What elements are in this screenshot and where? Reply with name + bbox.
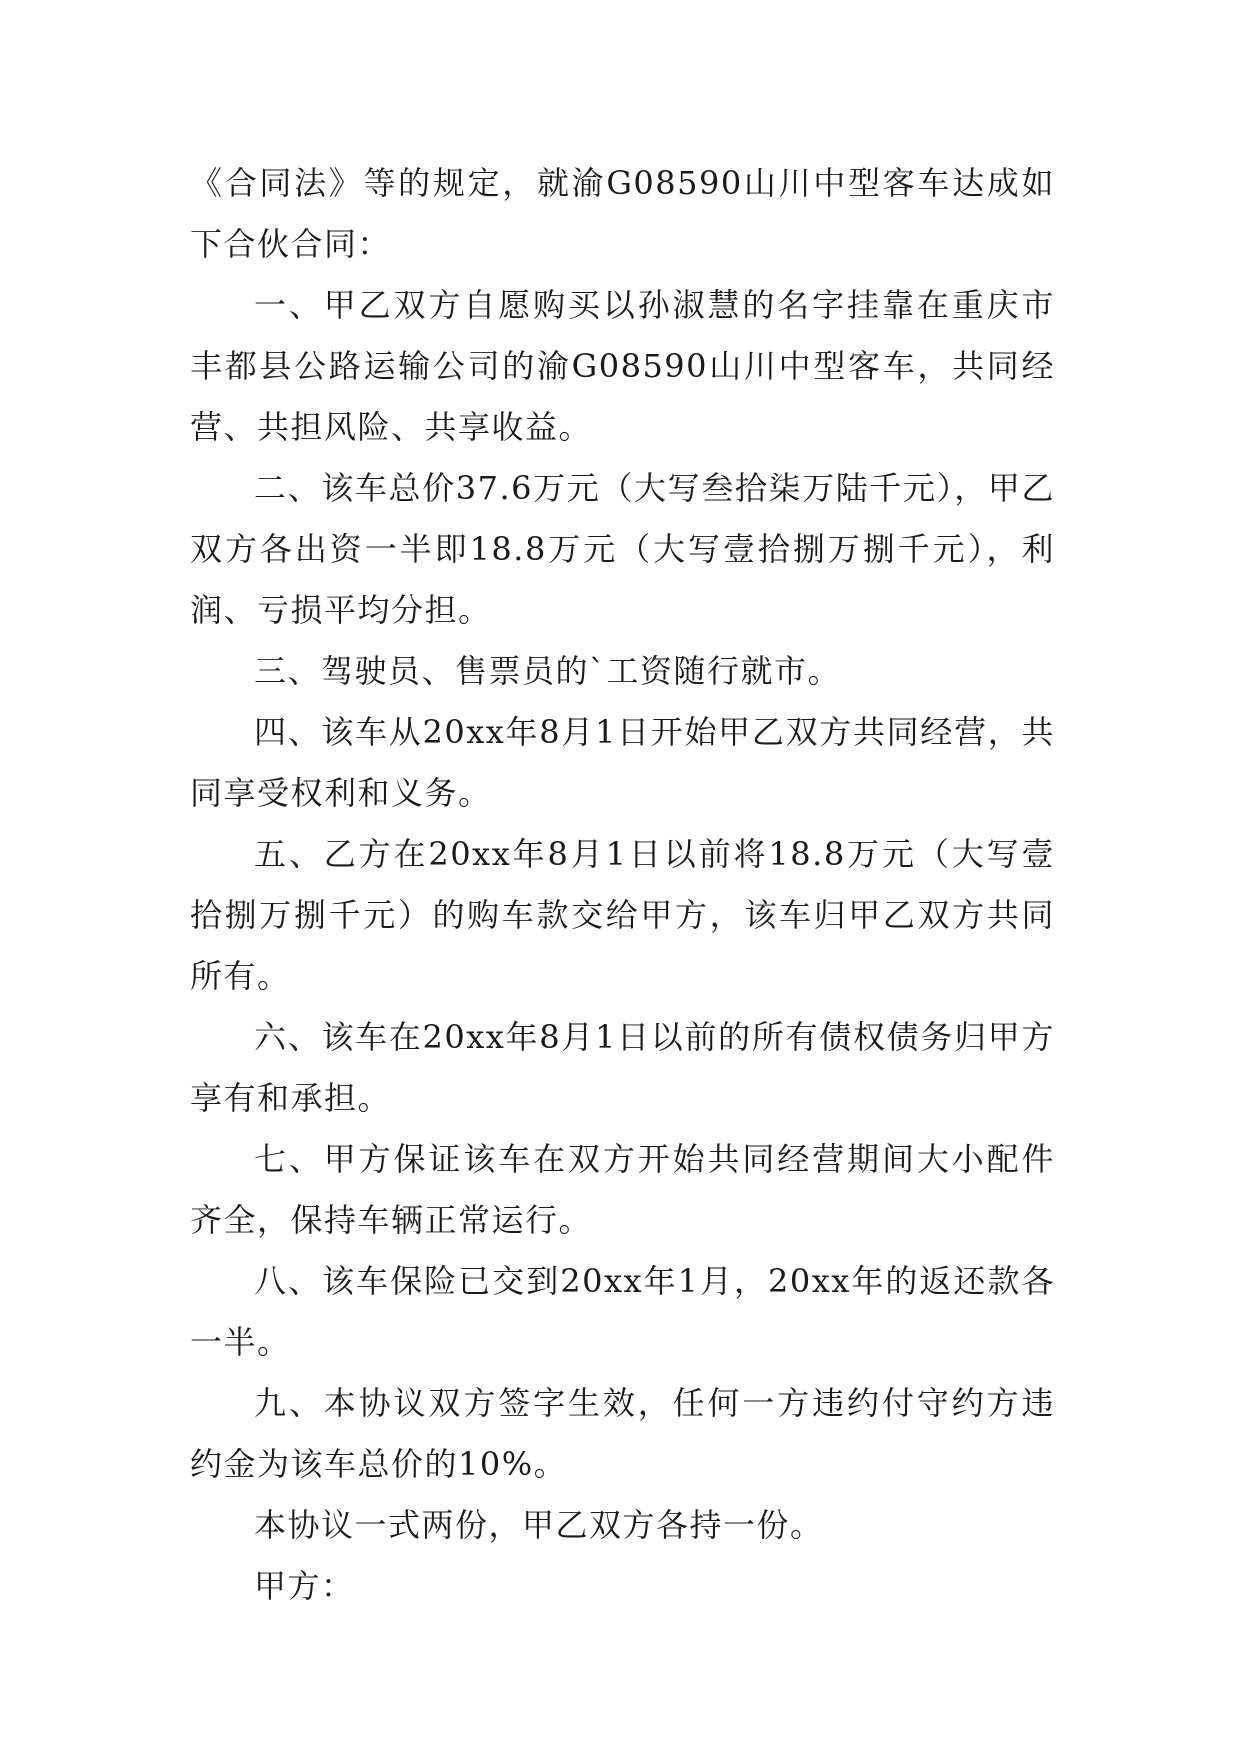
paragraph-clause-3: 三、驾驶员、售票员的`工资随行就市。 <box>254 652 842 690</box>
paragraph-clause-6: 六、该车在20xx年8月1日以前的所有债权债务归甲方享有和承担。 <box>190 1018 1055 1117</box>
paragraph-clause-7: 七、甲方保证该车在双方开始共同经营期间大小配件齐全，保持车辆正常运行。 <box>190 1140 1055 1239</box>
paragraph-clause-8: 八、该车保险已交到20xx年1月，20xx年的返还款各一半。 <box>190 1262 1055 1361</box>
paragraph-clause-9: 九、本协议双方签字生效，任何一方违约付守约方违约金为该车总价的10%。 <box>190 1384 1055 1483</box>
paragraph-clause-4: 四、该车从20xx年8月1日开始甲乙双方共同经营，共同享受权利和义务。 <box>190 713 1055 812</box>
paragraph-clause-2: 二、该车总价37.6万元（大写叁拾柒万陆千元），甲乙双方各出资一半即18.8万元（大写壹拾捌万捌千元），利润、亏损平均分担。 <box>190 469 1055 629</box>
party-a-signature-label: 甲方： <box>254 1567 355 1605</box>
paragraph-clause-5: 五、乙方在20xx年8月1日以前将18.8万元（大写壹拾捌万捌千元）的购车款交给甲方，该车归甲乙双方共同所有。 <box>190 835 1055 995</box>
document-body <box>190 153 1055 1617</box>
paragraph-contract-law-intro: 《合同法》等的规定，就渝G08590山川中型客车达成如下合伙合同： <box>190 164 1055 263</box>
paragraph-copies: 本协议一式两份，甲乙双方各持一份。 <box>254 1506 824 1544</box>
paragraph-clause-1: 一、甲乙双方自愿购买以孙淑慧的名字挂靠在重庆市丰都县公路运输公司的渝G08590山川中型客车，共同经营、共担风险、共享收益。 <box>190 286 1055 446</box>
